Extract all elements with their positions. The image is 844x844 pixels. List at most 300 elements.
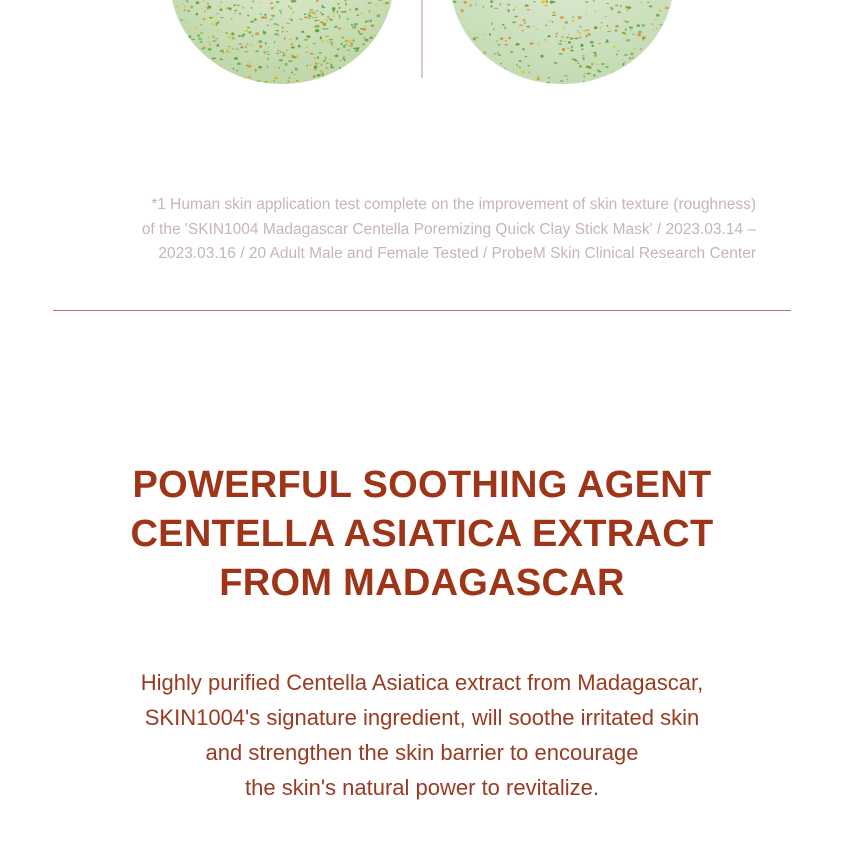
speckle <box>353 48 357 50</box>
speckle <box>184 6 185 7</box>
speckle <box>364 26 366 28</box>
speckle <box>355 8 358 11</box>
speckle <box>574 38 578 40</box>
speckle <box>583 30 585 33</box>
speckle <box>191 39 195 40</box>
speckle <box>611 71 614 74</box>
speckle <box>625 28 627 31</box>
speckle <box>571 57 573 58</box>
speckle <box>228 36 231 39</box>
speckle <box>296 54 299 57</box>
speckle <box>349 45 353 47</box>
speckle <box>211 18 213 19</box>
speckle <box>533 26 534 27</box>
speckle <box>571 48 573 50</box>
speckle <box>337 48 340 50</box>
speckle <box>270 81 271 83</box>
speckle <box>220 1 222 3</box>
speckle <box>353 39 355 42</box>
speckle <box>245 45 246 48</box>
speckle <box>258 40 262 43</box>
speckle <box>566 37 569 38</box>
speckle <box>259 70 262 71</box>
speckle <box>313 43 317 44</box>
speckle <box>568 34 570 36</box>
speckle <box>304 39 308 41</box>
speckle <box>515 43 519 46</box>
speckle <box>600 26 602 27</box>
speckle <box>272 17 273 19</box>
speckle <box>216 21 219 22</box>
speckle <box>229 51 232 54</box>
speckle <box>568 41 571 43</box>
speckle <box>601 22 604 23</box>
speckle <box>360 12 362 15</box>
speckle <box>555 63 556 65</box>
speckle <box>345 40 348 41</box>
speckle <box>655 19 657 21</box>
speckle <box>561 36 565 37</box>
speckle <box>377 15 380 18</box>
speckle <box>288 39 292 41</box>
speckle <box>558 43 562 45</box>
footnote-line: *1 Human skin application test complete on the improvement of skin texture (roughness) <box>151 196 756 213</box>
speckle <box>208 48 212 50</box>
speckle <box>278 35 280 36</box>
speckle <box>276 25 279 26</box>
speckle <box>233 68 235 70</box>
speckle <box>343 45 346 48</box>
speckle <box>207 5 211 8</box>
speckle <box>560 80 564 81</box>
speckle <box>623 21 627 22</box>
speckle <box>579 36 581 39</box>
speckle <box>582 55 585 56</box>
speckle <box>591 45 594 47</box>
speckle <box>247 66 249 69</box>
speckle <box>309 16 313 17</box>
speckle <box>337 10 339 12</box>
speckle <box>285 63 287 66</box>
speckle <box>282 31 283 33</box>
speckle <box>348 40 352 43</box>
speckle <box>640 48 642 50</box>
speckle <box>502 24 505 26</box>
speckle <box>586 12 588 14</box>
speckle <box>292 78 295 79</box>
speckle <box>464 1 467 4</box>
speckle <box>552 12 555 14</box>
speckle <box>320 12 322 14</box>
speckle <box>525 4 529 6</box>
speckle <box>220 8 223 11</box>
speckle <box>301 31 304 33</box>
speckle <box>226 50 228 53</box>
speckle <box>370 36 372 37</box>
speckle <box>622 63 624 66</box>
speckle <box>371 24 374 26</box>
speckle <box>267 51 268 53</box>
speckle <box>346 44 348 45</box>
speckle <box>369 10 371 12</box>
speckle <box>331 64 333 65</box>
speckle <box>498 44 500 46</box>
speckle <box>288 5 289 8</box>
speckle <box>264 14 266 16</box>
speckle <box>287 80 289 83</box>
speckle <box>581 44 584 47</box>
speckle <box>252 35 254 37</box>
speckle <box>656 27 657 30</box>
speckle <box>270 19 272 21</box>
speckle <box>274 5 275 7</box>
speckle <box>210 44 211 45</box>
speckle <box>512 22 516 24</box>
speckle <box>524 22 526 24</box>
speckle <box>291 71 293 73</box>
speckle <box>508 37 511 40</box>
speckle <box>247 43 249 44</box>
speckle <box>598 43 601 44</box>
speckle <box>540 55 543 58</box>
speckle <box>483 51 486 54</box>
speckle <box>325 57 327 60</box>
speckle <box>235 49 239 50</box>
speckle <box>267 24 268 26</box>
speckle <box>537 28 539 30</box>
speckle <box>562 48 565 51</box>
speckle <box>590 41 594 44</box>
speckle <box>583 81 585 83</box>
speckle <box>306 47 307 48</box>
speckle <box>490 0 493 3</box>
speckle <box>305 32 306 34</box>
speckle <box>232 37 235 40</box>
speckle <box>211 23 213 25</box>
speckle <box>594 26 598 29</box>
speckle <box>288 77 291 79</box>
speckle <box>505 40 507 42</box>
speckle <box>629 57 632 60</box>
speckle <box>598 71 602 72</box>
speckle <box>274 67 275 68</box>
speckle <box>577 30 580 31</box>
speckle <box>494 53 496 54</box>
speckle <box>200 41 203 42</box>
speckle <box>334 26 338 28</box>
speckle <box>196 13 199 16</box>
speckle <box>354 23 358 25</box>
speckle <box>606 25 608 27</box>
speckle <box>577 62 579 64</box>
description-line: SKIN1004's signature ingredient, will soothe irritated skin <box>144 705 700 730</box>
speckle <box>329 62 332 65</box>
speckle <box>326 63 329 64</box>
speckle <box>633 48 636 51</box>
speckle <box>511 47 513 48</box>
speckle <box>216 13 218 14</box>
speckle <box>350 43 353 45</box>
speckle <box>276 30 280 31</box>
speckle <box>299 19 303 20</box>
speckle <box>544 39 546 40</box>
speckle <box>475 4 476 6</box>
speckle <box>513 9 515 11</box>
speckle <box>525 56 528 57</box>
speckle <box>234 57 238 60</box>
speckle <box>373 34 376 37</box>
speckle <box>259 45 262 48</box>
speckle <box>632 34 635 35</box>
speckle <box>660 24 663 25</box>
speckle <box>516 7 518 9</box>
speckle <box>290 44 293 46</box>
speckle <box>642 38 643 41</box>
speckle <box>283 55 285 57</box>
speckle <box>600 28 601 29</box>
speckle <box>304 17 308 19</box>
speckle <box>215 38 219 39</box>
speckle <box>500 37 504 40</box>
speckle <box>233 4 235 6</box>
speckle <box>180 19 184 20</box>
speckle <box>548 77 551 79</box>
speckle <box>339 14 340 17</box>
speckle <box>274 78 278 79</box>
speckle <box>330 19 333 20</box>
speckle <box>504 67 505 70</box>
speckle <box>317 20 320 21</box>
speckle <box>333 15 334 17</box>
speckle <box>586 66 590 69</box>
speckle <box>198 38 202 41</box>
speckle <box>325 36 329 37</box>
speckle <box>331 42 332 45</box>
speckle <box>315 29 319 32</box>
speckle <box>594 54 597 57</box>
speckle <box>606 66 609 68</box>
speckle <box>570 37 574 40</box>
speckle <box>315 17 318 18</box>
speckle <box>320 62 321 64</box>
speckle <box>310 53 314 55</box>
speckle <box>507 4 510 6</box>
speckle <box>283 70 285 71</box>
speckle <box>250 21 254 23</box>
speckle <box>278 67 281 69</box>
speckle <box>289 54 293 55</box>
section-description <box>0 665 844 805</box>
speckle <box>565 41 567 42</box>
speckle <box>196 1 200 4</box>
speckle <box>579 26 581 27</box>
speckle <box>596 70 600 71</box>
speckle <box>320 70 323 72</box>
speckle <box>620 5 622 7</box>
speckle <box>314 20 317 22</box>
speckle <box>220 50 224 52</box>
speckle <box>527 26 531 28</box>
speckle <box>490 5 492 7</box>
speckle <box>605 16 607 17</box>
footnote-line: of the 'SKIN1004 Madagascar Centella Poremizing Quick Clay Stick Mask' / 2023.03.14 – <box>141 220 756 238</box>
speckle <box>637 25 641 27</box>
speckle <box>310 9 314 10</box>
speckle <box>263 51 266 54</box>
speckle <box>629 26 633 28</box>
speckle <box>322 28 325 29</box>
speckle <box>587 73 591 75</box>
speckle <box>272 15 275 17</box>
speckle <box>216 23 218 26</box>
speckle <box>268 46 269 48</box>
speckle <box>541 0 545 3</box>
speckle <box>606 39 608 42</box>
speckle <box>640 2 642 4</box>
speckle <box>306 52 308 53</box>
speckle <box>309 11 313 13</box>
speckle <box>326 40 327 42</box>
speckle <box>325 28 329 30</box>
speckle <box>377 14 380 15</box>
speckle <box>521 71 525 74</box>
speckle <box>294 74 296 75</box>
speckle <box>280 12 281 15</box>
speckle <box>362 43 365 45</box>
speckle <box>347 50 350 51</box>
speckle <box>656 14 660 17</box>
speckle <box>309 17 310 19</box>
speckle <box>317 56 319 59</box>
speckle <box>624 34 627 35</box>
speckle <box>500 63 502 64</box>
speckle <box>232 48 233 50</box>
speckle <box>273 80 275 81</box>
before-after-texture-visual <box>0 0 844 90</box>
speckle <box>565 21 568 23</box>
speckle <box>491 22 492 25</box>
speckle <box>528 65 530 66</box>
speckle <box>552 15 556 16</box>
speckle <box>254 18 257 21</box>
speckle <box>258 66 262 69</box>
speckle <box>255 50 259 52</box>
speckle <box>365 39 369 42</box>
speckle <box>461 9 462 11</box>
speckle <box>514 16 518 18</box>
speckle <box>238 43 242 45</box>
speckle <box>342 57 345 59</box>
speckle <box>261 16 265 18</box>
speckle <box>231 18 233 20</box>
speckle <box>282 53 286 54</box>
speckle <box>575 60 578 62</box>
speckle <box>615 4 618 6</box>
speckle <box>312 17 315 18</box>
speckle <box>220 59 224 61</box>
speckle <box>594 10 596 12</box>
speckle <box>235 12 236 14</box>
speckle <box>544 4 547 7</box>
speckle <box>291 7 292 10</box>
speckle <box>523 19 526 22</box>
speckle <box>330 46 333 47</box>
speckle <box>518 60 521 62</box>
speckle <box>365 21 367 23</box>
speckle <box>347 18 349 20</box>
speckle <box>274 34 278 35</box>
speckle <box>583 58 585 60</box>
speckle <box>617 50 619 51</box>
speckle <box>237 62 241 65</box>
speckle <box>286 31 288 33</box>
speckle <box>320 21 323 23</box>
speckle <box>304 13 306 15</box>
speckle <box>624 54 628 55</box>
speckle <box>594 52 596 55</box>
speckle <box>201 1 205 2</box>
speckle <box>263 31 266 34</box>
speckle <box>313 75 316 78</box>
speckle <box>314 13 316 15</box>
speckle <box>500 3 502 6</box>
speckle <box>607 31 611 32</box>
speckle <box>250 7 252 9</box>
speckle <box>352 26 356 29</box>
speckle <box>205 6 206 9</box>
speckle <box>247 15 249 17</box>
speckle <box>314 26 316 28</box>
speckle <box>583 73 585 74</box>
speckle <box>552 1 556 3</box>
speckle <box>338 7 341 9</box>
speckle <box>277 50 279 51</box>
speckle <box>547 35 550 37</box>
speckle <box>332 7 336 9</box>
speckle <box>251 80 252 81</box>
speckle <box>293 12 295 14</box>
headline-line: FROM MADAGASCAR <box>219 562 625 604</box>
speckle <box>240 46 243 48</box>
speckle <box>329 39 333 41</box>
speckle <box>494 8 498 9</box>
speckle <box>570 50 574 51</box>
speckle <box>518 26 520 28</box>
speckle <box>606 3 609 4</box>
speckle <box>628 7 632 9</box>
speckle <box>323 23 327 25</box>
speckle <box>659 10 662 12</box>
speckle <box>182 3 184 5</box>
speckle <box>516 64 517 67</box>
speckle <box>319 52 322 53</box>
speckle <box>247 27 250 29</box>
speckle <box>291 19 293 21</box>
speckle <box>530 42 534 44</box>
speckle <box>549 21 550 22</box>
speckle <box>374 4 378 5</box>
speckle <box>255 32 259 35</box>
section-divider <box>53 310 791 311</box>
speckle <box>507 54 508 55</box>
speckle <box>505 44 508 46</box>
speckle <box>483 33 486 35</box>
speckle <box>295 68 298 71</box>
speckle <box>615 25 619 27</box>
speckle <box>306 64 308 65</box>
speckle <box>200 24 203 25</box>
before-sphere <box>170 0 394 84</box>
